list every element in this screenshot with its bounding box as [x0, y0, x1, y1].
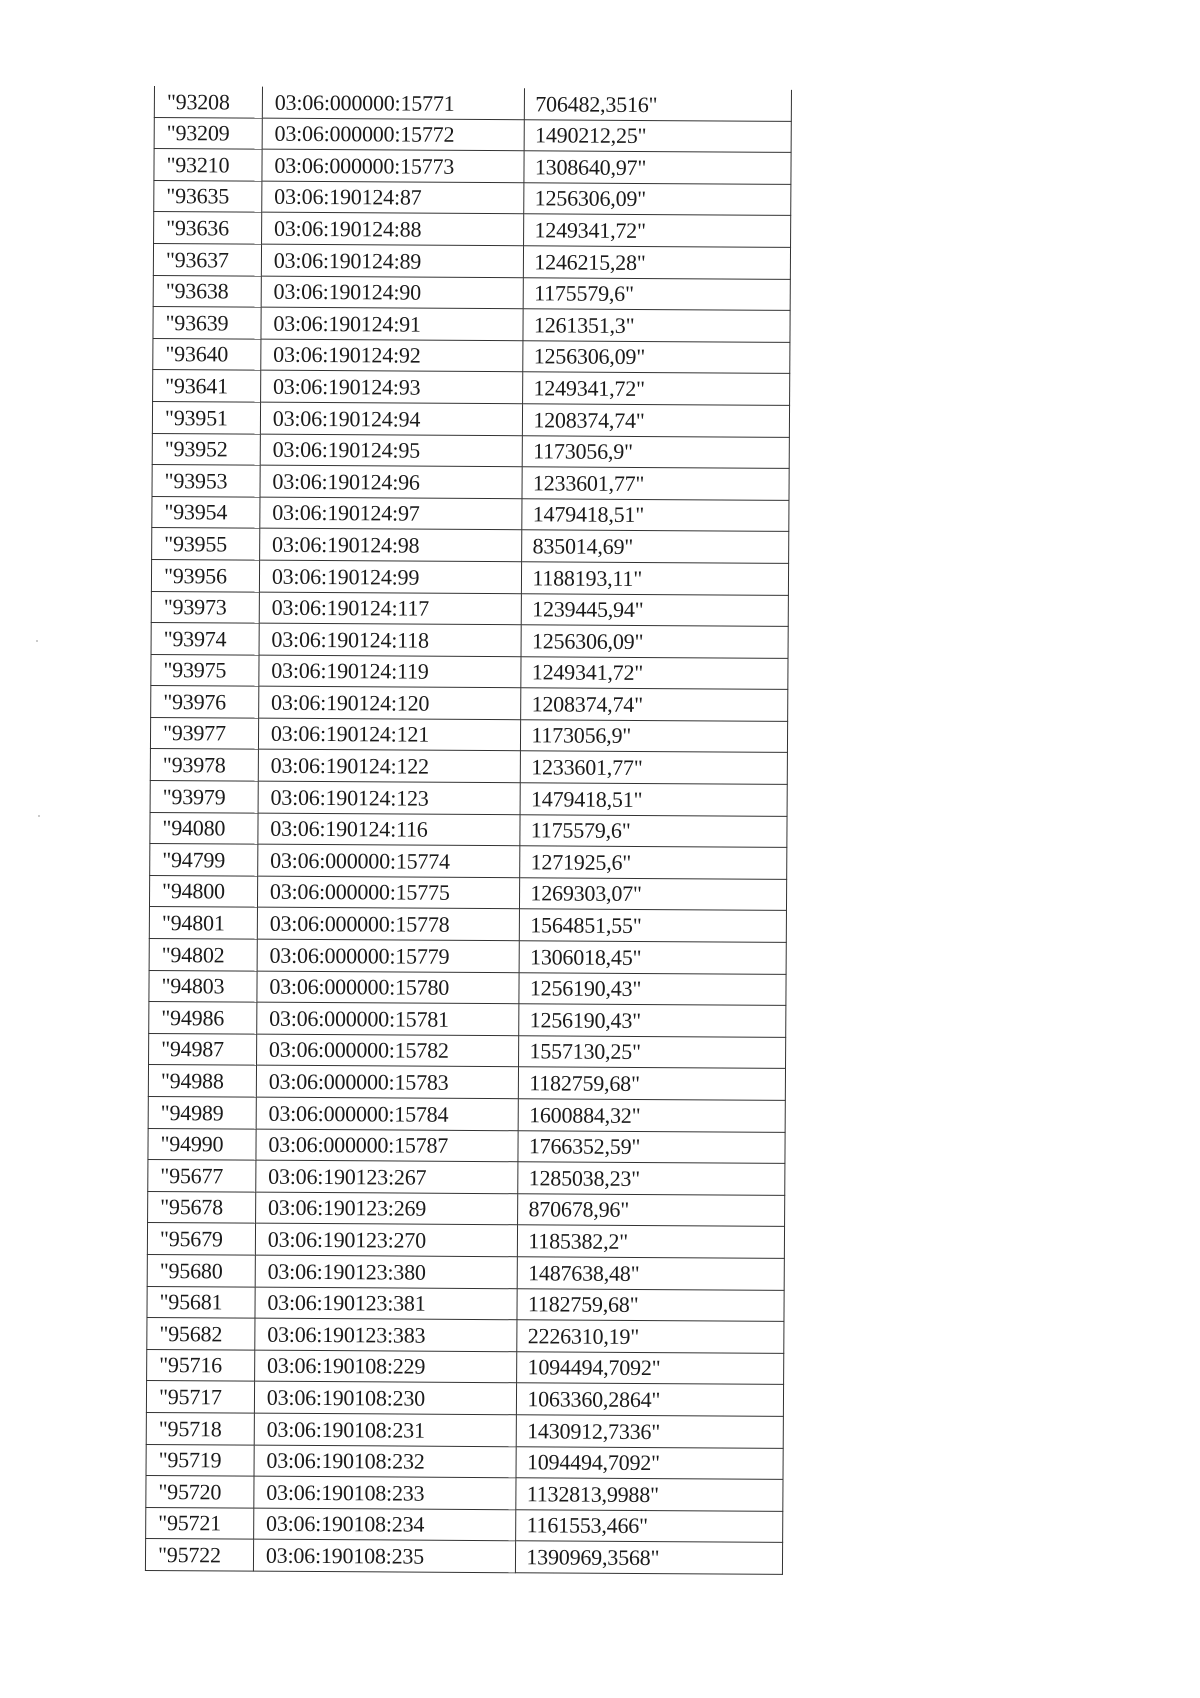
cadastral-value-cell: 1390969,3568" — [516, 1541, 783, 1574]
table-row — [149, 1002, 786, 1037]
row-number-cell: "95677 — [148, 1160, 256, 1192]
row-number-cell: "95682 — [147, 1318, 255, 1350]
row-number-cell: "94801 — [149, 907, 257, 939]
cadastral-number-cell: 03:06:190108:233 — [254, 1476, 517, 1509]
cadastral-value-cell: 1161553,466" — [516, 1509, 783, 1542]
cadastral-value-cell: 1256306,09" — [523, 341, 790, 374]
cadastral-value-cell: 1269303,07" — [520, 878, 787, 911]
cadastral-number-cell: 03:06:190124:94 — [260, 402, 523, 435]
cadastral-number-cell: 03:06:000000:15778 — [257, 908, 520, 941]
row-number-cell: "95719 — [146, 1444, 254, 1476]
cadastral-number-cell: 03:06:190123:381 — [255, 1287, 518, 1320]
cadastral-value-cell: 1256306,09" — [521, 625, 788, 658]
table-row — [153, 338, 790, 373]
cadastral-value-cell: 1249341,72" — [523, 372, 790, 405]
cadastral-value-cell: 1306018,45" — [519, 941, 786, 974]
cadastral-number-cell: 03:06:190124:91 — [261, 307, 524, 340]
row-number-cell: "95717 — [146, 1381, 254, 1413]
cadastral-value-cell: 1185382,2" — [518, 1225, 785, 1258]
cadastral-number-cell: 03:06:190124:121 — [258, 718, 521, 751]
table-row — [150, 844, 787, 879]
table-row — [150, 781, 787, 816]
cadastral-value-cell: 1308640,97" — [524, 151, 791, 184]
table-row — [154, 117, 791, 152]
cadastral-value-cell: 1271925,6" — [520, 846, 787, 879]
cadastral-number-cell: 03:06:000000:15783 — [256, 1066, 519, 1099]
row-number-cell: "93955 — [152, 528, 260, 560]
table-row — [151, 591, 788, 626]
cadastral-value-cell: 1479418,51" — [522, 498, 789, 531]
cadastral-value-cell: 835014,69" — [522, 530, 789, 563]
cadastral-number-cell: 03:06:190108:232 — [254, 1445, 517, 1478]
row-number-cell: "93979 — [150, 781, 258, 813]
table-row — [149, 939, 786, 974]
cadastral-value-cell: 1132813,9988" — [516, 1478, 783, 1511]
cadastral-value-cell: 1246215,28" — [524, 246, 791, 279]
table-row — [152, 528, 789, 563]
table-row — [147, 1254, 784, 1289]
cadastral-number-cell: 03:06:000000:15782 — [256, 1034, 519, 1067]
table-row — [152, 496, 789, 531]
cadastral-number-cell: 03:06:000000:15775 — [257, 876, 520, 909]
cadastral-value-cell: 1285038,23" — [518, 1162, 785, 1195]
cadastral-number-cell: 03:06:190124:99 — [259, 560, 522, 593]
row-number-cell: "93641 — [153, 370, 261, 402]
table-row — [145, 1539, 782, 1574]
row-number-cell: "95722 — [145, 1539, 253, 1571]
row-number-cell: "95718 — [146, 1412, 254, 1444]
cadastral-value-cell: 1430912,7336" — [517, 1415, 784, 1448]
cadastral-value-cell: 1233601,77" — [521, 751, 788, 784]
cadastral-number-cell: 03:06:190123:269 — [255, 1192, 518, 1225]
table-row — [148, 1160, 785, 1195]
row-number-cell: "93977 — [150, 717, 258, 749]
cadastral-number-cell: 03:06:190124:88 — [261, 213, 524, 246]
cadastral-value-cell: 1208374,74" — [523, 404, 790, 437]
row-number-cell: "93209 — [154, 117, 262, 149]
row-number-cell: "93973 — [151, 591, 259, 623]
table-row — [153, 307, 790, 342]
row-number-cell: "93978 — [150, 749, 258, 781]
row-number-cell: "95678 — [148, 1191, 256, 1223]
cadastral-number-cell: 03:06:190108:231 — [254, 1413, 517, 1446]
table-row — [149, 875, 786, 910]
cadastral-number-cell: 03:06:190124:123 — [258, 781, 521, 814]
cadastral-number-cell: 03:06:190124:116 — [258, 813, 521, 846]
cadastral-number-cell: 03:06:190124:98 — [259, 528, 522, 561]
row-number-cell: "93640 — [153, 338, 261, 370]
cadastral-number-cell: 03:06:190123:383 — [255, 1318, 518, 1351]
cadastral-number-cell: 03:06:190124:90 — [261, 276, 524, 309]
table-body — [145, 86, 791, 1574]
cadastral-value-cell: 1564851,55" — [520, 909, 787, 942]
table-row — [149, 907, 786, 942]
cadastral-number-cell: 03:06:190124:89 — [261, 244, 524, 277]
cadastral-value-cell: 2226310,19" — [517, 1320, 784, 1353]
cadastral-value-cell: 1766352,59" — [518, 1130, 785, 1163]
cadastral-value-cell: 1182759,68" — [517, 1288, 784, 1321]
cadastral-number-cell: 03:06:000000:15780 — [257, 971, 520, 1004]
row-number-cell: "93637 — [153, 243, 261, 275]
table-row — [153, 370, 790, 405]
cadastral-value-cell: 870678,96" — [518, 1194, 785, 1227]
cadastral-number-cell: 03:06:190124:120 — [259, 686, 522, 719]
row-number-cell: "94802 — [149, 939, 257, 971]
cadastral-value-cell: 1487638,48" — [518, 1257, 785, 1290]
cadastral-number-cell: 03:06:190108:235 — [253, 1539, 516, 1572]
row-number-cell: "93636 — [154, 212, 262, 244]
table-row — [153, 275, 790, 310]
row-number-cell: "93951 — [152, 401, 260, 433]
cadastral-value-cell: 1490212,25" — [525, 119, 792, 152]
table-row — [149, 970, 786, 1005]
cadastral-value-cell: 1479418,51" — [520, 783, 787, 816]
row-number-cell: "93952 — [152, 433, 260, 465]
cadastral-value-cell: 1233601,77" — [522, 467, 789, 500]
cadastral-value-cell: 1208374,74" — [521, 688, 788, 721]
cadastral-value-table — [145, 86, 792, 1575]
cadastral-value-cell: 1261351,3" — [523, 309, 790, 342]
cadastral-value-cell: 706482,3516" — [525, 88, 792, 121]
cadastral-number-cell: 03:06:000000:15781 — [257, 1002, 520, 1035]
row-number-cell: "95721 — [146, 1507, 254, 1539]
row-number-cell: "93208 — [154, 86, 262, 118]
scan-speck — [36, 640, 38, 642]
cadastral-number-cell: 03:06:190124:87 — [262, 181, 525, 214]
cadastral-number-cell: 03:06:190108:234 — [253, 1508, 516, 1541]
row-number-cell: "95681 — [147, 1286, 255, 1318]
table-row — [150, 717, 787, 752]
cadastral-number-cell: 03:06:190124:122 — [258, 750, 521, 783]
table-row — [154, 86, 791, 121]
cadastral-value-cell: 1173056,9" — [521, 720, 788, 753]
row-number-cell: "94987 — [149, 1033, 257, 1065]
table-row — [148, 1191, 785, 1226]
cadastral-number-cell: 03:06:190124:93 — [260, 371, 523, 404]
table-row — [152, 433, 789, 468]
table-row — [147, 1286, 784, 1321]
cadastral-value-cell: 1173056,9" — [523, 435, 790, 468]
row-number-cell: "94080 — [150, 812, 258, 844]
table-row — [147, 1318, 784, 1353]
row-number-cell: "93975 — [151, 654, 259, 686]
cadastral-value-cell: 1063360,2864" — [517, 1383, 784, 1416]
row-number-cell: "94988 — [148, 1065, 256, 1097]
cadastral-number-cell: 03:06:000000:15784 — [256, 1097, 519, 1130]
table-row — [154, 180, 791, 215]
row-number-cell: "93635 — [154, 180, 262, 212]
cadastral-number-cell: 03:06:000000:15771 — [262, 87, 525, 120]
cadastral-number-cell: 03:06:190124:118 — [259, 623, 522, 656]
table-row — [151, 654, 788, 689]
row-number-cell: "94990 — [148, 1128, 256, 1160]
row-number-cell: "93953 — [152, 465, 260, 497]
table-row — [146, 1444, 783, 1479]
cadastral-value-cell: 1175579,6" — [524, 277, 791, 310]
cadastral-value-cell: 1188193,11" — [522, 562, 789, 595]
cadastral-value-cell: 1256306,09" — [524, 183, 791, 216]
table-row — [146, 1381, 783, 1416]
table-row — [148, 1096, 785, 1131]
row-number-cell: "93638 — [153, 275, 261, 307]
table-row — [146, 1476, 783, 1511]
table-row — [147, 1223, 784, 1258]
row-number-cell: "93639 — [153, 307, 261, 339]
scan-speck — [38, 815, 40, 817]
cadastral-number-cell: 03:06:190123:267 — [256, 1160, 519, 1193]
cadastral-value-cell: 1256190,43" — [519, 1004, 786, 1037]
row-number-cell: "95679 — [147, 1223, 255, 1255]
cadastral-number-cell: 03:06:190124:96 — [260, 465, 523, 498]
table-row — [147, 1349, 784, 1384]
table-row — [152, 401, 789, 436]
row-number-cell: "94803 — [149, 970, 257, 1002]
row-number-cell: "95720 — [146, 1476, 254, 1508]
table-row — [151, 559, 788, 594]
table-row — [148, 1065, 785, 1100]
cadastral-number-cell: 03:06:190124:117 — [259, 592, 522, 625]
cadastral-number-cell: 03:06:190124:119 — [259, 655, 522, 688]
cadastral-number-cell: 03:06:190124:97 — [260, 497, 523, 530]
table-row — [150, 749, 787, 784]
cadastral-value-cell: 1094494,7092" — [517, 1351, 784, 1384]
row-number-cell: "93956 — [151, 559, 259, 591]
cadastral-value-cell: 1249341,72" — [521, 656, 788, 689]
table-row — [151, 623, 788, 658]
row-number-cell: "93974 — [151, 623, 259, 655]
table-row — [146, 1507, 783, 1542]
table-row — [149, 1033, 786, 1068]
cadastral-value-cell: 1249341,72" — [524, 214, 791, 247]
row-number-cell: "93954 — [152, 496, 260, 528]
table-row — [153, 243, 790, 278]
cadastral-number-cell: 03:06:190124:95 — [260, 434, 523, 467]
cadastral-number-cell: 03:06:190123:270 — [255, 1224, 518, 1257]
row-number-cell: "93976 — [151, 686, 259, 718]
row-number-cell: "94800 — [149, 875, 257, 907]
cadastral-number-cell: 03:06:190124:92 — [261, 339, 524, 372]
cadastral-number-cell: 03:06:000000:15787 — [256, 1129, 519, 1162]
row-number-cell: "94986 — [149, 1002, 257, 1034]
table-row — [148, 1128, 785, 1163]
table-row — [152, 465, 789, 500]
cadastral-value-cell: 1256190,43" — [519, 972, 786, 1005]
table-row — [151, 686, 788, 721]
table-row — [150, 812, 787, 847]
cadastral-value-cell: 1175579,6" — [520, 814, 787, 847]
cadastral-value-cell: 1182759,68" — [519, 1067, 786, 1100]
cadastral-number-cell: 03:06:190108:230 — [254, 1381, 517, 1414]
cadastral-value-cell: 1239445,94" — [522, 593, 789, 626]
cadastral-value-cell: 1557130,25" — [519, 1036, 786, 1069]
cadastral-value-cell: 1094494,7092" — [516, 1446, 783, 1479]
cadastral-number-cell: 03:06:000000:15773 — [262, 149, 525, 182]
row-number-cell: "95680 — [147, 1254, 255, 1286]
cadastral-number-cell: 03:06:000000:15779 — [257, 939, 520, 972]
cadastral-value-cell: 1600884,32" — [519, 1099, 786, 1132]
cadastral-number-cell: 03:06:000000:15774 — [258, 844, 521, 877]
cadastral-number-cell: 03:06:000000:15772 — [262, 118, 525, 151]
cadastral-number-cell: 03:06:190108:229 — [254, 1350, 517, 1383]
row-number-cell: "94989 — [148, 1096, 256, 1128]
row-number-cell: "94799 — [150, 844, 258, 876]
table-row — [146, 1412, 783, 1447]
cadastral-number-cell: 03:06:190123:380 — [255, 1255, 518, 1288]
row-number-cell: "95716 — [147, 1349, 255, 1381]
row-number-cell: "93210 — [154, 149, 262, 181]
table-row — [154, 149, 791, 184]
table-row — [154, 212, 791, 247]
